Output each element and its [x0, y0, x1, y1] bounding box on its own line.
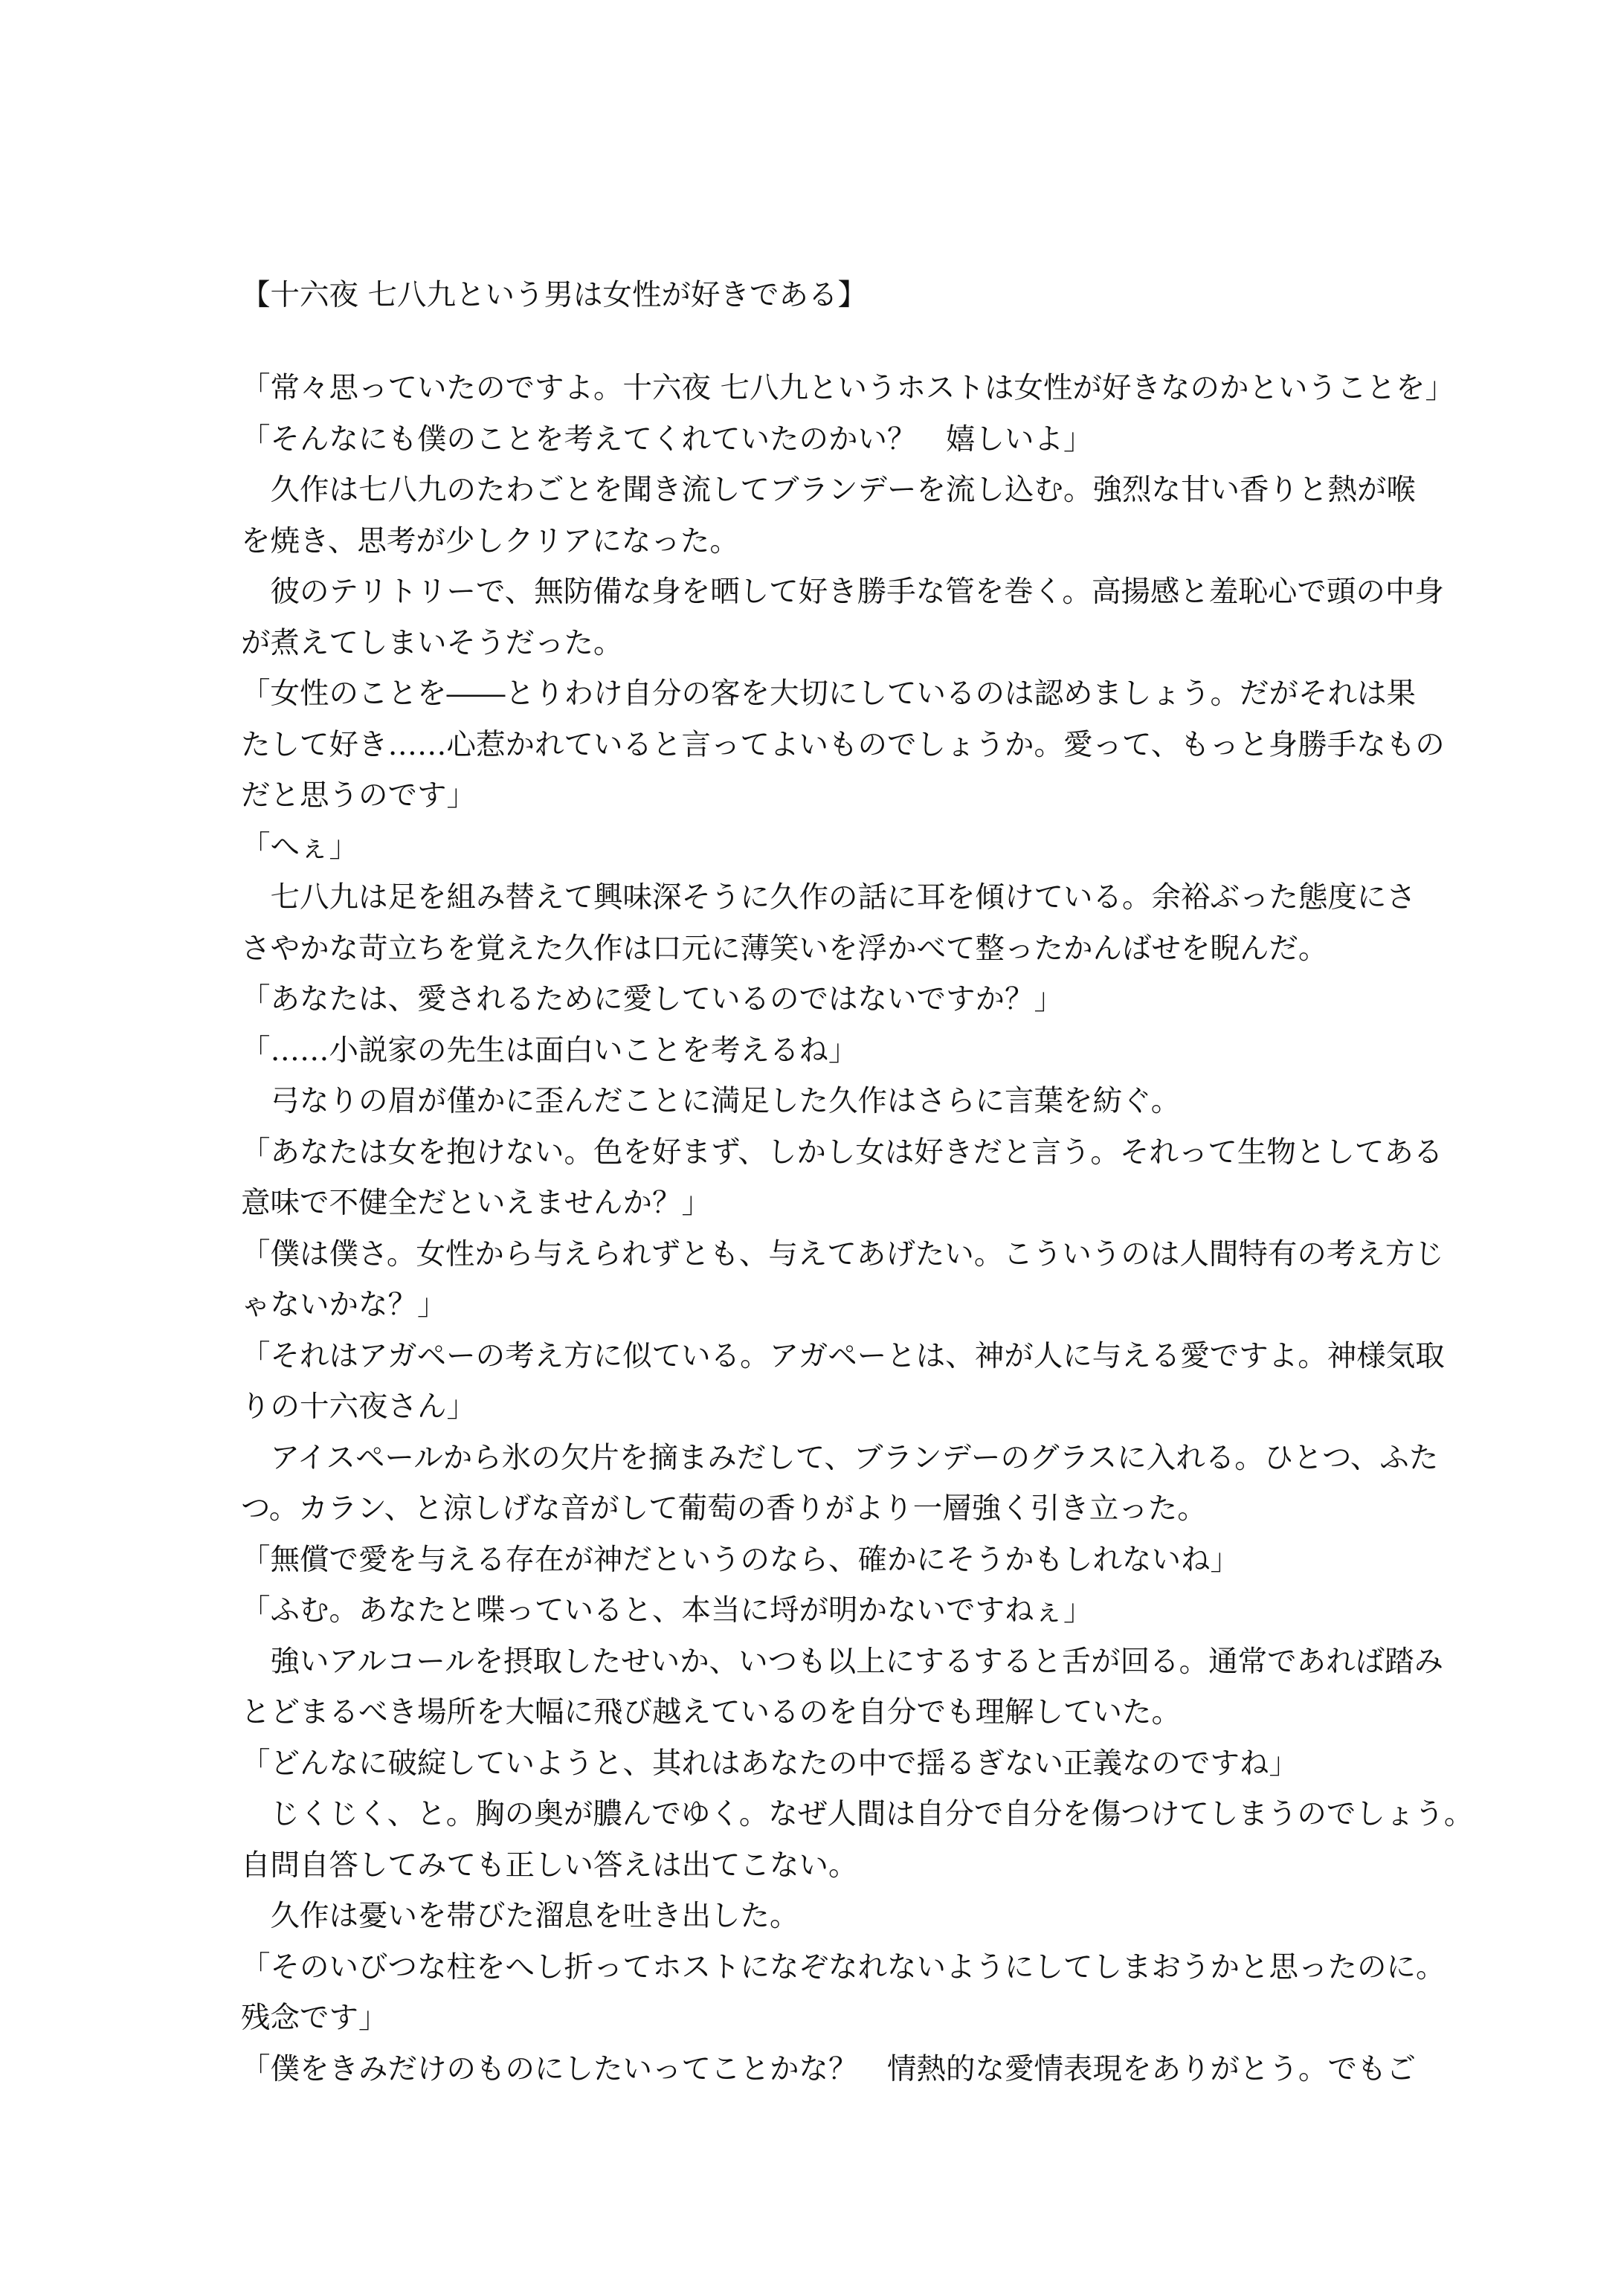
- text-line: 意味で不健全だといえませんか？」: [241, 1186, 711, 1220]
- chapter-title: 【十六夜 七八九という男は女性が好きである】: [241, 278, 868, 312]
- text-line: 久作は七八九のたわごとを聞き流してブランデーを流し込む。強烈な甘い香りと熱が喉: [241, 473, 1416, 507]
- text-line: 「ふむ。あなたと喋っていると、本当に埒が明かないですねぇ」: [241, 1593, 1093, 1628]
- text-line: だと思うのです」: [241, 778, 476, 813]
- text-line: 「常々思っていたのですよ。十六夜 七八九というホストは女性が好きなのかということを」: [241, 371, 1455, 405]
- text-line: を焼き、思考が少しクリアになった。: [241, 523, 739, 558]
- text-line: アイスペールから氷の欠片を摘まみだして、ブランデーのグラスに入れる。ひとつ、ふた: [241, 1440, 1439, 1475]
- text-line: 「そのいびつな柱をへし折ってホストになぞなれないようにしてしまおうかと思ったのに。: [241, 1950, 1446, 1984]
- text-line: 七八九は足を組み替えて興味深そうに久作の話に耳を傾けている。余裕ぶった態度にさ: [241, 880, 1416, 915]
- text-line: ゃないかな？」: [241, 1288, 447, 1322]
- text-line: が煮えてしまいそうだった。: [241, 625, 623, 660]
- text-line: りの十六夜さん」: [241, 1390, 476, 1424]
- text-line: とどまるべき場所を大幅に飛び越えているのを自分でも理解していた。: [241, 1695, 1181, 1729]
- text-line: 残念です」: [241, 2001, 388, 2035]
- text-line: 強いアルコールを摂取したせいか、いつも以上にするすると舌が回る。通常であれば踏み: [241, 1644, 1444, 1679]
- text-line: 自問自答してみても正しい答えは出てこない。: [241, 1848, 858, 1883]
- text-line: 弓なりの眉が僅かに歪んだことに満足した久作はさらに言葉を紡ぐ。: [241, 1084, 1181, 1118]
- text-line: 「あなたは女を抱けない。色を好まず、しかし女は好きだと言う。それって生物としてある: [241, 1135, 1443, 1170]
- text-line: 「そんなにも僕のことを考えてくれていたのかい？ 嬉しいよ」: [241, 422, 1093, 457]
- text-line: つ。カラン、と涼しげな音がして葡萄の香りがより一層強く引き立った。: [241, 1492, 1207, 1526]
- text-line: さやかな苛立ちを覚えた久作は口元に薄笑いを浮かべて整ったかんばせを睨んだ。: [241, 931, 1328, 966]
- text-line: 「女性のことを――とりわけ自分の客を大切にしているのは認めましょう。だがそれは果: [241, 677, 1416, 711]
- text-line: じくじく、と。胸の奥が膿んでゆく。なぜ人間は自分で自分を傷つけてしまうのでしょう。: [241, 1797, 1474, 1831]
- text-line: 「僕は僕さ。女性から与えられずとも、与えてあげたい。こういうのは人間特有の考え方じ: [241, 1236, 1444, 1271]
- text-line: 「無償で愛を与える存在が神だというのなら、確かにそうかもしれないね」: [241, 1542, 1240, 1577]
- text-line: 「あなたは、愛されるために愛しているのではないですか？」: [241, 982, 1063, 1016]
- text-line: 彼のテリトリーで、無防備な身を晒して好き勝手な管を巻く。高揚感と羞恥心で頭の中身: [241, 575, 1444, 609]
- text-line: 「それはアガペーの考え方に似ている。アガペーとは、神が人に与える愛ですよ。神様気取: [241, 1338, 1445, 1373]
- text-line: 「どんなに破綻していようと、其れはあなたの中で揺るぎない正義なのですね」: [241, 1746, 1298, 1781]
- text-line: 「僕をきみだけのものにしたいってことかな？ 情熱的な愛情表現をありがとう。でもご: [241, 2051, 1416, 2086]
- text-line: 「へぇ」: [241, 829, 358, 864]
- text-line: たして好き……心惹かれていると言ってよいものでしょうか。愛って、もっと身勝手なもの: [241, 727, 1445, 762]
- text-line: 「……小説家の先生は面白いことを考えるね」: [241, 1033, 858, 1068]
- text-line: 久作は憂いを帯びた溜息を吐き出した。: [241, 1899, 799, 1933]
